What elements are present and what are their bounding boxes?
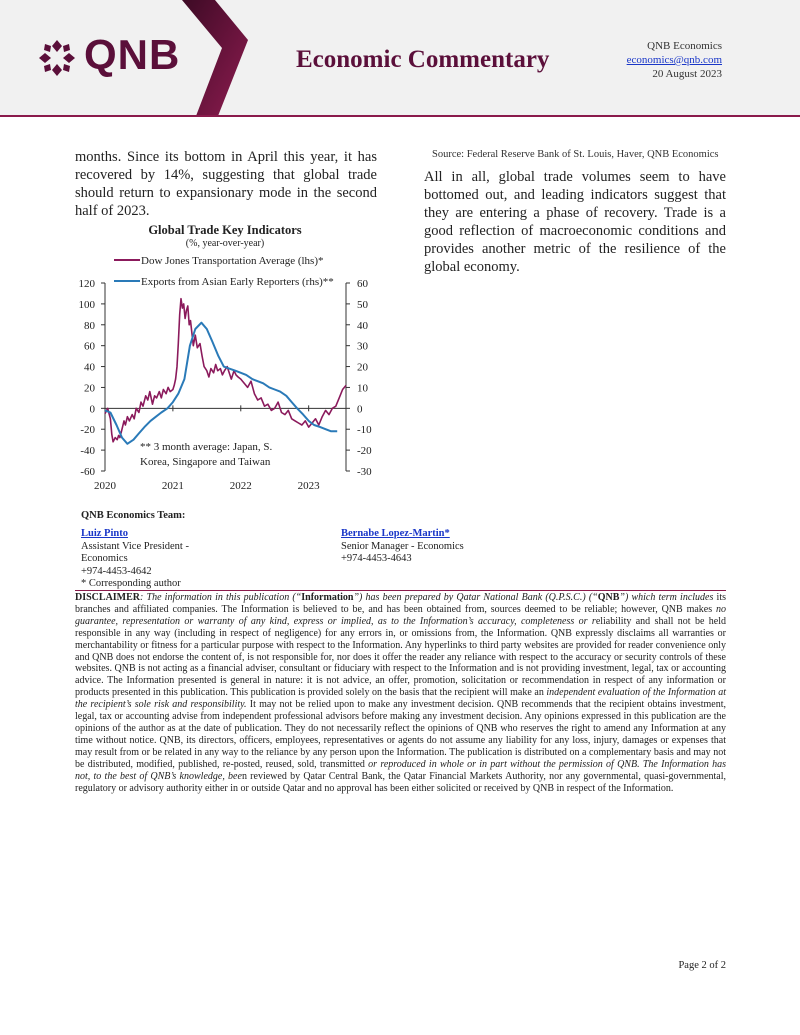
team-member-1-phone: +974-4453-4642	[81, 565, 152, 577]
disclaimer-part: It may not be relied upon to make any investment decision. QNB recommends that the recipient obtains investment, legal, tax or accounting advise from independent professional advisors before making any investment decision. Any opinions expressed in this publication are the opinions of the author as at the date of publication. They do not necessarily reflect the opinions of QNB who reserves the right to amend any Information at any time without notice. QNB, its directors, officers, employees, representatives or agents do not assume any liability for any loss, injury, damages or expenses that may result from or be related in any way to the reliance by any person upon the Information. The publication is distributed on a complementary basis and may not be distributed, modified, published, re-posted, reused, sold, transmitted	[75, 699, 727, 770]
page-number: Page 2 of 2	[678, 960, 726, 971]
disclaimer-text	[75, 592, 726, 794]
disclaimer-part: ”) which term includes	[619, 592, 714, 603]
team-title: QNB Economics Team:	[81, 510, 186, 521]
left-tick-label: 80	[84, 319, 95, 332]
chart-series-lines	[105, 299, 346, 444]
left-tick-label: 40	[84, 361, 95, 374]
left-tick-label: 20	[84, 382, 95, 395]
right-tick-label: -10	[357, 424, 372, 437]
x-tick-label: 2023	[297, 480, 320, 492]
right-column-paragraph: All in all, global trade volumes seem to have bottomed out, and leading indicators suggest that they are entering a phase of recovery. Trade is a good reflection of macroeconomic conditions and provides another metric of the resilience of the global economy.	[424, 169, 726, 275]
qnb-logo-icon	[37, 38, 77, 78]
disclaimer-part: Information	[301, 592, 354, 603]
right-tick-label: -30	[357, 466, 372, 478]
disclaimer-part: eliability and shall not be held responsible in any way (including in respect of negligence) for any errors in, or omissions from, the Information. QNB expressly disclaims all warranties or merchantability or fitness for a particular purpose with respect to the Information. Any hyperlinks to third party websites are provided for reader convenience only and QNB does not endorse the content of, is not responsible for, nor does it offer the reader any reliance with respect to the accuracy or security controls of these websites. QNB is not acting as a financial adviser, consultant or fiduciary with respect to the Information and is not providing investment, legal, tax or accounting advice. The Information presented is general in nature: it is not advice, an offer, promotion, solicitation or recommendation in respect of any information or products presented in this publication. This publication is provided solely on the basis that the recipient will make an	[75, 615, 726, 699]
team-member-luiz-pinto	[81, 528, 231, 591]
right-tick-label: 50	[357, 298, 368, 311]
trade-indicators-chart	[70, 220, 380, 500]
header-divider	[0, 115, 800, 117]
right-tick-label: 10	[357, 382, 368, 395]
left-tick-label: 120	[78, 278, 95, 290]
x-tick-label: 2021	[161, 480, 184, 492]
right-tick-label: 20	[357, 361, 368, 374]
x-tick-label: 2022	[229, 480, 252, 492]
dow-jones-series-line	[105, 299, 346, 442]
page-title: Economic Commentary	[296, 46, 550, 73]
qnb-logo-text: QNB	[84, 31, 181, 78]
disclaimer-part: independent evaluation of the Information at the recipient’s sole risk and responsibility.	[75, 687, 726, 711]
disclaimer-divider	[75, 590, 726, 591]
disclaimer-part: or reproduced in whole or in part without the permission of QNB. The Information has not, to the best of QNB’s knowledge, bee	[75, 758, 726, 782]
chart-title: Global Trade Key Indicators	[148, 223, 302, 237]
x-tick-label: 2020	[94, 480, 116, 492]
right-tick-label: 40	[357, 319, 368, 332]
chart-annotation-line1: ** 3 month average: Japan, S.	[140, 441, 273, 453]
left-tick-label: -20	[80, 424, 95, 437]
team-member-bernabe-lopez-martin	[341, 528, 501, 566]
header-contact	[627, 39, 722, 81]
left-column-paragraph: months. Since its bottom in April this year, it has recovered by 14%, suggesting that global trade should return to expansionary mode in the second half of 2023.	[75, 149, 377, 219]
left-tick-label: 60	[84, 340, 95, 353]
header-date: 20 August 2023	[652, 68, 722, 80]
legend-label-asian-exports: Exports from Asian Early Reporters (rhs)**	[141, 276, 334, 288]
right-tick-label: 60	[357, 278, 368, 290]
right-tick-label: -20	[357, 445, 372, 458]
team-member-1-name-link[interactable]: Luiz Pinto	[81, 528, 128, 539]
team-member-2-phone: +974-4453-4643	[341, 553, 412, 564]
team-member-1-role-line2: Economics	[81, 553, 128, 564]
header-org: QNB Economics	[647, 40, 722, 52]
right-tick-label: 30	[357, 340, 368, 353]
chart-source: Source: Federal Reserve Bank of St. Louis, Haver, QNB Economics	[432, 149, 719, 160]
team-member-1-role-line1: Assistant Vice President -	[81, 540, 189, 552]
team-member-2-role: Senior Manager - Economics	[341, 540, 464, 552]
chart-legend	[114, 255, 334, 288]
corresponding-author-note: * Corresponding author	[81, 578, 181, 589]
left-tick-label: -40	[80, 445, 95, 458]
disclaimer-part: no guarantee, representation or warranty of any kind, express or implied, as to the Information’s accuracy, completeness or r	[75, 603, 726, 627]
right-tick-label: 0	[357, 403, 363, 416]
disclaimer-part: : The information in this publication (“	[140, 592, 302, 603]
left-tick-label: 0	[89, 403, 95, 416]
disclaimer-part: QNB	[597, 592, 620, 603]
disclaimer-part: ”) has been prepared by Qatar National Bank (Q.P.S.C.) (“	[353, 592, 598, 603]
page-header	[0, 0, 800, 116]
team-member-2-name-link[interactable]: Bernabe Lopez-Martin*	[341, 528, 450, 539]
left-tick-label: -60	[80, 466, 95, 478]
disclaimer-part: its branches and affiliated companies. The Information is believed to be, and has been obtained from, sources deemed to be reliable; however, QNB makes	[75, 592, 726, 615]
left-tick-label: 100	[78, 298, 95, 311]
disclaimer-label: DISCLAIMER	[75, 592, 141, 603]
legend-label-dow-jones: Dow Jones Transportation Average (lhs)*	[141, 255, 324, 267]
disclaimer-part: n reviewed by Qatar Central Bank, the Qatar Financial Markets Authority, nor any governmental, quasi-governmental, regulatory or advisory authority either in or outside Qatar and no approval has been either solicited or received by QNB in respect of the Information.	[75, 770, 726, 794]
header-email-link[interactable]: economics@qnb.com	[626, 54, 722, 66]
chart-subtitle: (%, year-over-year)	[185, 238, 265, 249]
chart-annotation-line2: Korea, Singapore and Taiwan	[140, 456, 271, 468]
